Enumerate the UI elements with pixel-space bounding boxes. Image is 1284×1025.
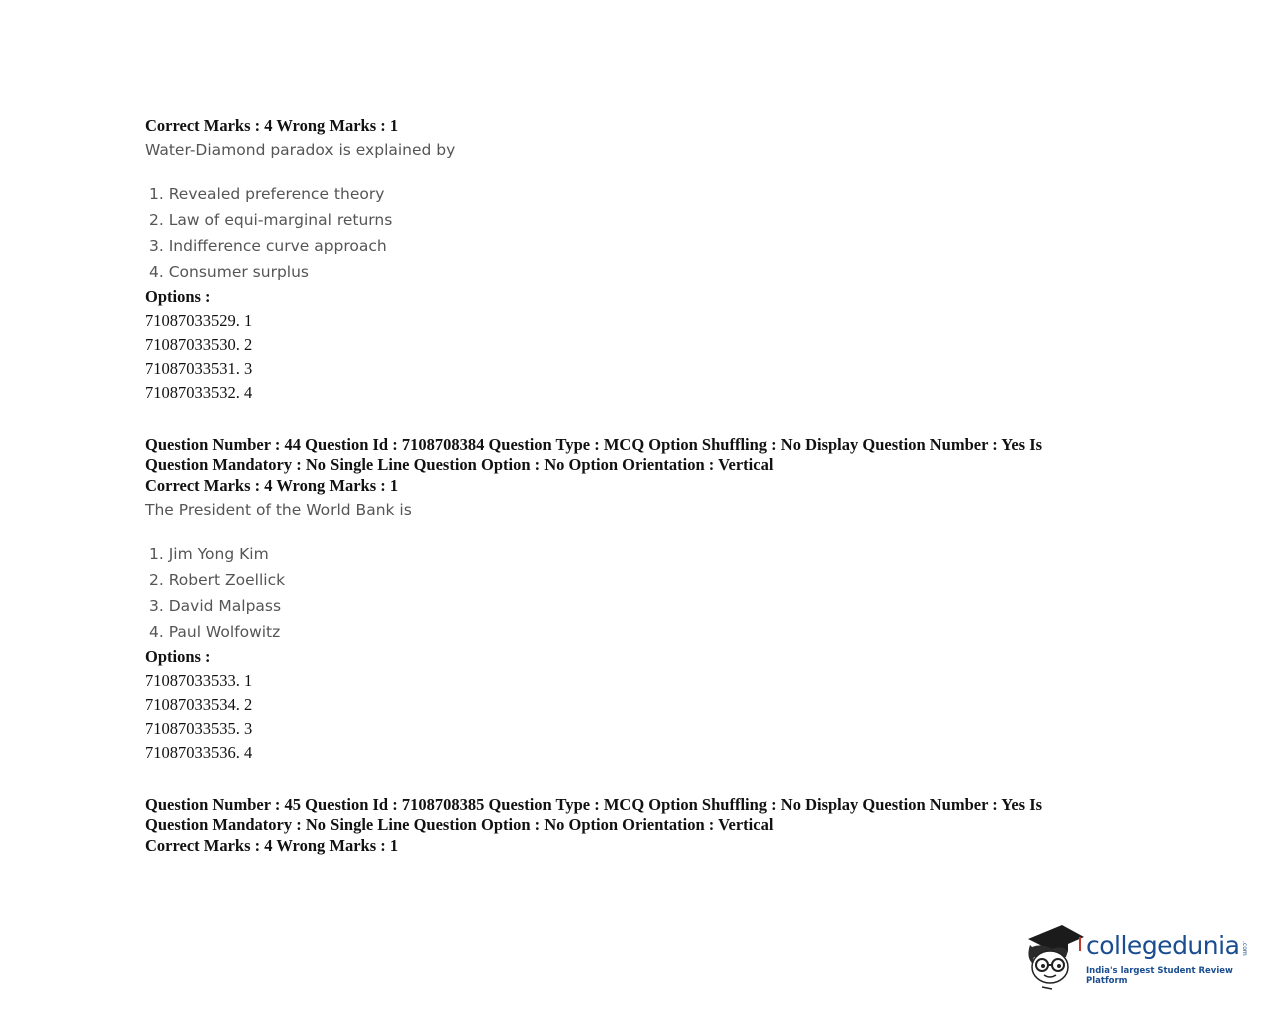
- marks-line: Correct Marks : 4 Wrong Marks : 1: [145, 836, 399, 855]
- question-header-line-1: Question Number : 44 Question Id : 7108708384 Question Type : MCQ Option Shuffling : No Display Question Number : Yes Is: [145, 435, 1043, 454]
- options-label: Options :: [145, 287, 211, 306]
- option-id-item: 71087033536. 4: [145, 743, 253, 762]
- spacer: [145, 405, 1145, 435]
- marks-line: Correct Marks : 4 Wrong Marks : 1: [145, 476, 399, 495]
- question-block-43: [145, 115, 1145, 405]
- choice-item: 3. Indifference curve approach: [149, 237, 387, 255]
- marks-line: Correct Marks : 4 Wrong Marks : 1: [145, 116, 399, 135]
- choice-list: [145, 181, 1145, 285]
- option-id-list: [145, 309, 1145, 405]
- choice-item: 4. Consumer surplus: [149, 263, 309, 281]
- choice-list: [145, 541, 1145, 645]
- option-id-item: 71087033534. 2: [145, 695, 253, 714]
- logo-suffix: .com: [1241, 941, 1248, 956]
- document-page: [145, 115, 1145, 857]
- choice-item: 4. Paul Wolfowitz: [149, 623, 281, 641]
- choice-item: 1. Revealed preference theory: [149, 185, 385, 203]
- logo-wordmark: collegedunia: [1086, 931, 1240, 960]
- option-id-item: 71087033529. 1: [145, 311, 253, 330]
- options-label: Options :: [145, 647, 211, 666]
- logo-tagline: India's largest Student Review Platform: [1086, 966, 1233, 986]
- question-text: Water-Diamond paradox is explained by: [145, 141, 456, 159]
- question-block-45: [145, 795, 1145, 857]
- option-id-item: 71087033535. 3: [145, 719, 253, 738]
- option-id-list: [145, 669, 1145, 765]
- option-id-item: 71087033532. 4: [145, 383, 253, 402]
- option-id-item: 71087033530. 2: [145, 335, 253, 354]
- question-text: The President of the World Bank is: [145, 501, 412, 519]
- choice-item: 2. Robert Zoellick: [149, 571, 286, 589]
- choice-item: 1. Jim Yong Kim: [149, 545, 269, 563]
- option-id-item: 71087033531. 3: [145, 359, 253, 378]
- question-header-line-2: Question Mandatory : No Single Line Question Option : No Option Orientation : Vertical: [145, 815, 774, 834]
- mascot-graduation-cap-icon: [1022, 917, 1086, 993]
- choice-item: 3. David Malpass: [149, 597, 282, 615]
- option-id-item: 71087033533. 1: [145, 671, 253, 690]
- question-header-line-1: Question Number : 45 Question Id : 7108708385 Question Type : MCQ Option Shuffling : No Display Question Number : Yes Is: [145, 795, 1043, 814]
- question-header-line-2: Question Mandatory : No Single Line Question Option : No Option Orientation : Vertical: [145, 455, 774, 474]
- collegedunia-logo: [1022, 915, 1262, 995]
- spacer: [145, 765, 1145, 795]
- choice-item: 2. Law of equi-marginal returns: [149, 211, 393, 229]
- question-block-44: [145, 435, 1145, 765]
